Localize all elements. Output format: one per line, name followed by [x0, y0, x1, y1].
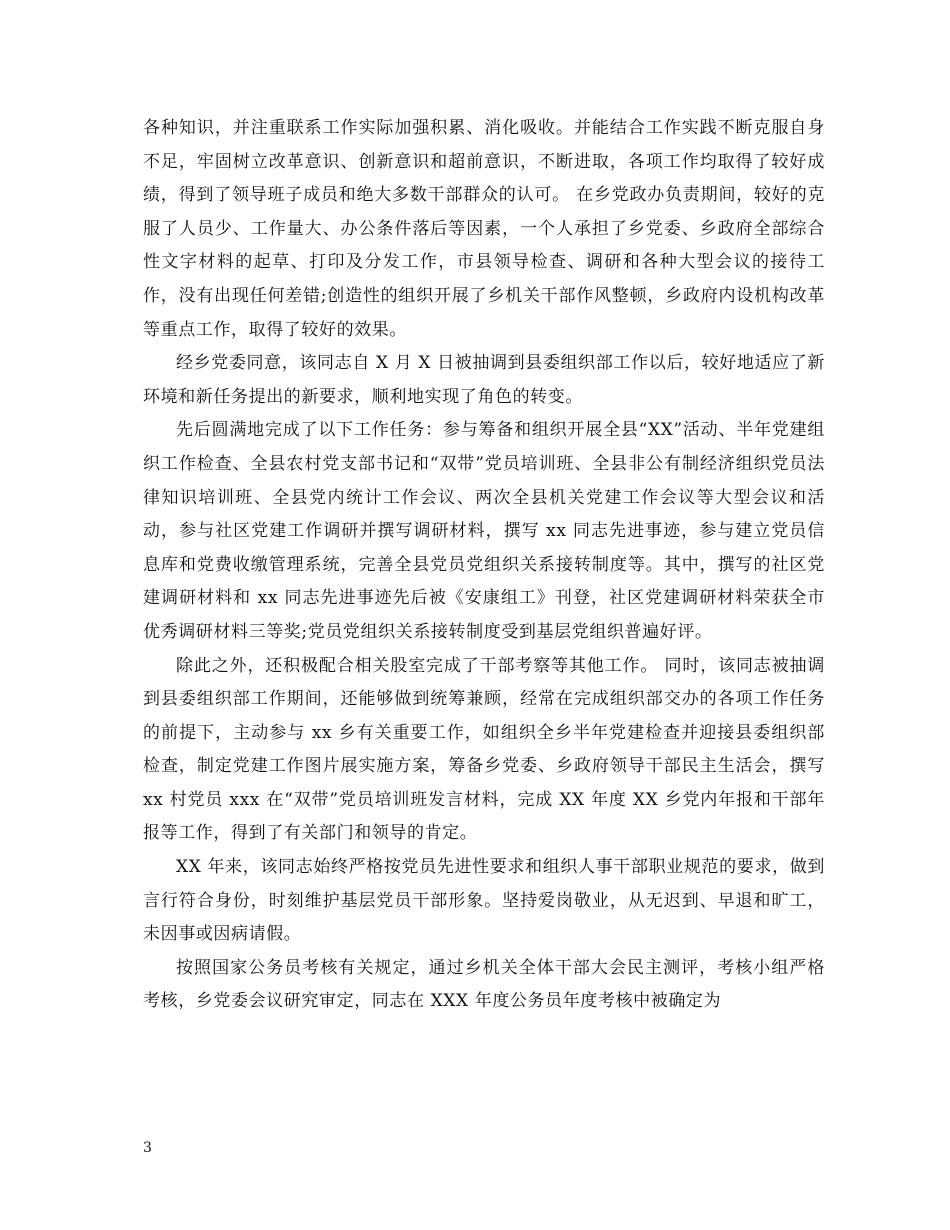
page-number: 3: [143, 1140, 152, 1156]
paragraph-tasks: 先后圆满地完成了以下工作任务：参与筹备和组织开展全县“XX”活动、半年党建组织工作检查、全县农村党支部书记和“双带”党员培训班、全县非公有制经济组织党员法律知识培训班、全县党内统计工作会议、两次全县机关党建工作会议等大型会议和活动，参与社区党建工作调研并撰写调研材料，撰写 xx 同志先进事迹，参与建立党员信息库和党费收缴管理系统，完善全县党员党组织关系接转制度等。其中，撰写的社区党建调研材料和 xx 同志先进事迹先后被《安康组工》刊登，社区党建调研材料荣获全市优秀调研材料三等奖;党员党组织关系接转制度受到基层党组织普遍好评。: [143, 420, 825, 642]
paragraph-continuation: 各种知识，并注重联系工作实际加强积累、消化吸收。并能结合工作实践不断克服自身不足，牢固树立改革意识、创新意识和超前意识，不断进取，各项工作均取得了较好成绩，得到了领导班子成员和绝大多数干部群众的认可。 在乡党政办负责期间，较好的克服了人员少、工作量大、办公条件落后等因素，一个人承担了乡党委、乡政府全部综合性文字材料的起草、打印及分发工作，市县领导检查、调研和各种大型会议的接待工作，没有出现任何差错;创造性的组织开展了乡机关干部作风整顿，乡政府内设机构改革等重点工作，取得了较好的效果。: [143, 118, 825, 340]
document-body: [143, 112, 825, 1019]
paragraph-conduct: XX 年来，该同志始终严格按党员先进性要求和组织人事干部职业规范的要求，做到言行符合身份，时刻维护基层党员干部形象。坚持爱岗敬业，从无迟到、早退和旷工，未因事或因病请假。: [143, 857, 825, 945]
paragraph-other-work: 除此之外，还积极配合相关股室完成了干部考察等其他工作。 同时，该同志被抽调到县委组织部工作期间，还能够做到统筹兼顾，经常在完成组织部交办的各项工作任务的前提下，主动参与 xx 乡有关重要工作，如组织全乡半年党建检查并迎接县委组织部检查，制定党建工作图片展实施方案，筹备乡党委、乡政府领导干部民主生活会，撰写 xx 村党员 xxx 在“双带”党员培训班发言材料，完成 XX 年度 XX 乡党内年报和干部年报等工作，得到了有关部门和领导的肯定。: [143, 655, 825, 844]
paragraph-assessment: 按照国家公务员考核有关规定，通过乡机关全体干部大会民主测评，考核小组严格考核，乡党委会议研究审定，同志在 XXX 年度公务员年度考核中被确定为: [143, 957, 825, 1012]
paragraph-transfer: 经乡党委同意，该同志自 X 月 X 日被抽调到县委组织部工作以后，较好地适应了新环境和新任务提出的新要求，顺利地实现了角色的转变。: [143, 353, 825, 407]
